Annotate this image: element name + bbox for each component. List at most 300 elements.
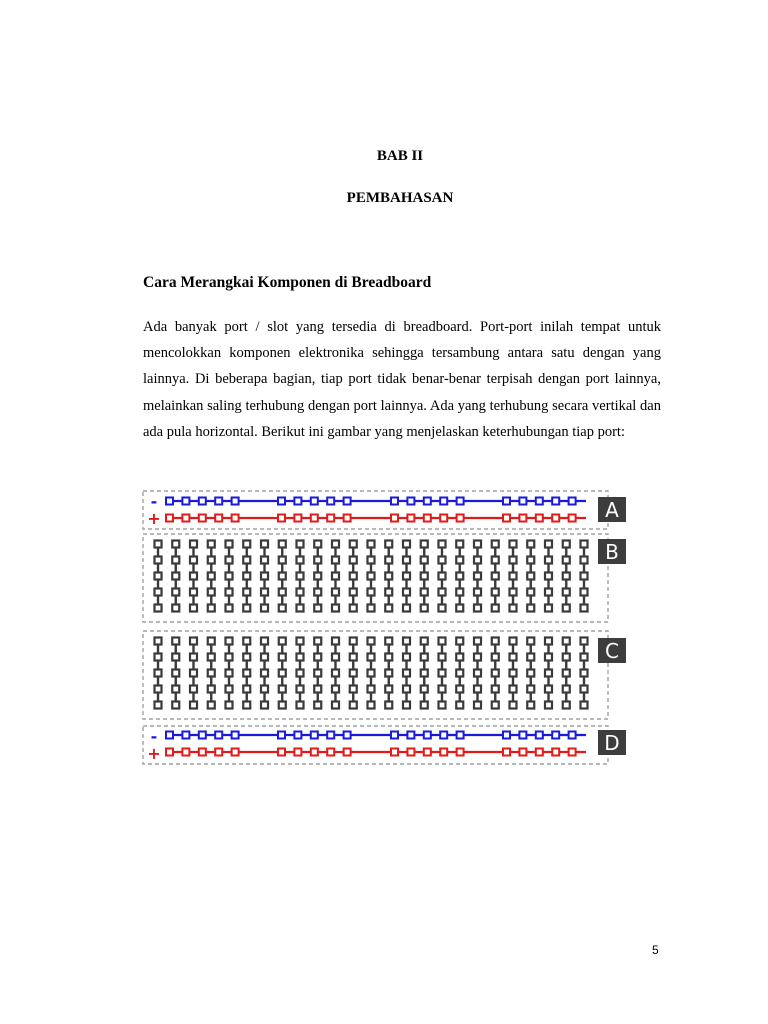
terminal-column	[456, 541, 463, 612]
terminal-port	[439, 638, 446, 645]
terminal-column	[261, 541, 268, 612]
terminal-column	[297, 638, 304, 709]
terminal-port	[332, 670, 339, 677]
label-b: B	[605, 540, 619, 564]
rail-port	[199, 515, 206, 522]
terminal-port	[510, 589, 517, 596]
terminal-port	[403, 638, 410, 645]
terminal-port	[492, 670, 499, 677]
terminal-port	[332, 654, 339, 661]
terminal-column	[456, 638, 463, 709]
terminal-column	[403, 541, 410, 612]
terminal-port	[510, 686, 517, 693]
terminal-column	[421, 638, 428, 709]
terminal-port	[314, 541, 321, 548]
terminal-port	[261, 670, 268, 677]
terminal-port	[279, 557, 286, 564]
rail-port	[519, 749, 526, 756]
terminal-port	[492, 573, 499, 580]
terminal-port	[350, 541, 357, 548]
rail-port	[552, 498, 559, 505]
terminal-port	[190, 589, 197, 596]
terminal-port	[456, 654, 463, 661]
terminal-port	[456, 702, 463, 709]
terminal-port	[279, 573, 286, 580]
terminal-port	[474, 557, 481, 564]
terminal-port	[421, 541, 428, 548]
terminal-port	[368, 638, 375, 645]
rail-a-negative	[166, 498, 586, 505]
terminal-port	[510, 638, 517, 645]
rail-port	[569, 732, 576, 739]
terminal-port	[474, 638, 481, 645]
terminal-port	[243, 686, 250, 693]
rail-port	[311, 749, 318, 756]
rail-port	[424, 498, 431, 505]
terminal-column	[226, 541, 233, 612]
rail-port	[344, 515, 351, 522]
rail-port	[166, 749, 173, 756]
terminal-port	[226, 541, 233, 548]
terminal-port	[368, 557, 375, 564]
terminal-port	[403, 589, 410, 596]
terminal-port	[385, 557, 392, 564]
rail-d-plus-sign: +	[147, 744, 161, 763]
terminal-port	[474, 702, 481, 709]
terminal-port	[581, 638, 588, 645]
terminal-port	[155, 670, 162, 677]
terminal-port	[563, 702, 570, 709]
terminal-port	[385, 605, 392, 612]
terminal-port	[208, 541, 215, 548]
rail-port	[569, 749, 576, 756]
terminal-port	[510, 605, 517, 612]
rail-port	[294, 732, 301, 739]
terminal-port	[456, 589, 463, 596]
terminal-port	[155, 573, 162, 580]
terminal-column	[332, 541, 339, 612]
terminal-column	[403, 638, 410, 709]
terminal-port	[208, 702, 215, 709]
rail-port	[407, 498, 414, 505]
terminal-port	[332, 638, 339, 645]
terminal-port	[527, 573, 534, 580]
terminal-port	[527, 638, 534, 645]
rail-port	[215, 515, 222, 522]
terminal-port	[297, 654, 304, 661]
rail-port	[440, 732, 447, 739]
label-d: D	[604, 731, 620, 755]
terminal-port	[510, 702, 517, 709]
rail-port	[569, 498, 576, 505]
terminal-column	[208, 638, 215, 709]
terminal-port	[403, 605, 410, 612]
terminal-port	[474, 541, 481, 548]
terminal-port	[190, 670, 197, 677]
terminal-column	[421, 541, 428, 612]
terminal-port	[261, 557, 268, 564]
terminal-port	[155, 541, 162, 548]
terminal-port	[226, 702, 233, 709]
terminal-port	[474, 573, 481, 580]
terminal-port	[368, 573, 375, 580]
rail-a-plus-sign: +	[147, 509, 161, 528]
rail-port	[391, 749, 398, 756]
terminal-port	[155, 638, 162, 645]
terminal-column	[439, 541, 446, 612]
terminal-port	[332, 702, 339, 709]
terminal-port	[350, 573, 357, 580]
terminal-port	[545, 605, 552, 612]
terminal-port	[474, 605, 481, 612]
terminal-port	[190, 702, 197, 709]
rail-port	[232, 732, 239, 739]
terminal-column	[332, 638, 339, 709]
terminal-column	[297, 541, 304, 612]
terminal-port	[261, 654, 268, 661]
terminal-port	[190, 541, 197, 548]
terminal-port	[332, 589, 339, 596]
rail-port	[182, 515, 189, 522]
terminal-port	[439, 670, 446, 677]
terminal-port	[456, 686, 463, 693]
terminal-port	[314, 670, 321, 677]
terminal-port	[368, 605, 375, 612]
terminal-port	[279, 702, 286, 709]
terminal-port	[208, 557, 215, 564]
terminal-port	[190, 557, 197, 564]
terminal-column	[510, 638, 517, 709]
terminal-port	[243, 654, 250, 661]
rail-port	[519, 498, 526, 505]
terminal-column	[314, 638, 321, 709]
terminal-port	[385, 541, 392, 548]
terminal-port	[563, 605, 570, 612]
terminal-port	[297, 638, 304, 645]
terminal-port	[226, 605, 233, 612]
terminal-port	[279, 605, 286, 612]
terminal-port	[314, 638, 321, 645]
terminal-port	[190, 638, 197, 645]
terminal-port	[581, 605, 588, 612]
terminal-port	[563, 589, 570, 596]
terminal-port	[368, 686, 375, 693]
rail-port	[311, 732, 318, 739]
terminal-port	[492, 686, 499, 693]
terminal-port	[226, 654, 233, 661]
terminal-port	[403, 541, 410, 548]
terminal-port	[545, 686, 552, 693]
terminal-port	[385, 686, 392, 693]
rail-port	[519, 515, 526, 522]
terminal-port	[439, 702, 446, 709]
terminal-port	[297, 541, 304, 548]
terminal-port	[155, 702, 162, 709]
terminal-port	[297, 589, 304, 596]
terminal-port	[421, 638, 428, 645]
rail-port	[552, 515, 559, 522]
terminal-port	[226, 670, 233, 677]
terminal-column	[350, 541, 357, 612]
rail-port	[166, 515, 173, 522]
terminal-port	[527, 557, 534, 564]
terminal-column	[492, 541, 499, 612]
rail-a-positive	[166, 515, 586, 522]
terminal-port	[172, 557, 179, 564]
terminal-column	[474, 638, 481, 709]
rail-d-negative	[166, 732, 586, 739]
chapter-title: PEMBAHASAN	[346, 190, 454, 206]
rail-port	[457, 498, 464, 505]
terminal-port	[421, 654, 428, 661]
terminal-port	[492, 605, 499, 612]
terminal-column	[439, 638, 446, 709]
rail-port	[536, 732, 543, 739]
terminal-column	[155, 541, 162, 612]
terminal-port	[527, 605, 534, 612]
terminal-port	[474, 654, 481, 661]
rail-port	[278, 732, 285, 739]
terminal-port	[510, 557, 517, 564]
rail-port	[424, 515, 431, 522]
terminal-port	[261, 573, 268, 580]
terminal-port	[545, 589, 552, 596]
terminal-port	[368, 541, 375, 548]
breadboard-diagram	[140, 488, 630, 768]
terminal-column	[581, 541, 588, 612]
terminal-column	[172, 541, 179, 612]
rail-port	[536, 515, 543, 522]
rail-port	[440, 498, 447, 505]
rail-d-positive	[166, 749, 586, 756]
terminal-port	[421, 702, 428, 709]
chapter-number: BAB II	[376, 148, 424, 164]
rail-port	[344, 749, 351, 756]
rail-port	[182, 498, 189, 505]
terminal-port	[581, 702, 588, 709]
terminal-port	[172, 573, 179, 580]
terminal-column	[581, 638, 588, 709]
terminal-port	[261, 702, 268, 709]
rail-a-minus-sign: -	[150, 492, 158, 511]
terminal-port	[545, 557, 552, 564]
rail-port	[457, 749, 464, 756]
terminal-port	[527, 541, 534, 548]
terminal-port	[581, 670, 588, 677]
rail-port	[503, 749, 510, 756]
terminal-port	[439, 541, 446, 548]
rail-port	[294, 515, 301, 522]
terminal-port	[456, 541, 463, 548]
terminal-port	[456, 670, 463, 677]
rail-port	[569, 515, 576, 522]
terminal-port	[314, 654, 321, 661]
rail-port	[327, 515, 334, 522]
terminal-port	[421, 573, 428, 580]
terminal-port	[314, 702, 321, 709]
terminal-column	[243, 541, 250, 612]
rail-port	[519, 732, 526, 739]
rail-port	[552, 749, 559, 756]
terminal-port	[439, 589, 446, 596]
terminal-port	[510, 573, 517, 580]
rail-port	[407, 749, 414, 756]
terminal-column	[527, 638, 534, 709]
terminal-port	[332, 686, 339, 693]
terminal-port	[261, 541, 268, 548]
terminal-port	[208, 670, 215, 677]
terminal-port	[492, 654, 499, 661]
terminal-port	[226, 573, 233, 580]
section-heading: Cara Merangkai Komponen di Breadboard	[143, 274, 432, 291]
terminal-port	[439, 605, 446, 612]
terminal-port	[385, 638, 392, 645]
terminal-port	[314, 557, 321, 564]
terminal-column	[208, 541, 215, 612]
rail-port	[215, 732, 222, 739]
terminal-port	[297, 686, 304, 693]
terminal-port	[581, 589, 588, 596]
terminal-port	[368, 702, 375, 709]
rail-port	[536, 498, 543, 505]
terminal-port	[243, 573, 250, 580]
terminal-port	[190, 605, 197, 612]
terminal-port	[332, 605, 339, 612]
rail-port	[344, 732, 351, 739]
terminal-block-c	[155, 638, 588, 709]
rail-port	[311, 498, 318, 505]
terminal-port	[527, 702, 534, 709]
terminal-port	[403, 670, 410, 677]
terminal-port	[581, 654, 588, 661]
terminal-column	[190, 638, 197, 709]
terminal-port	[172, 589, 179, 596]
terminal-port	[474, 670, 481, 677]
terminal-port	[243, 605, 250, 612]
terminal-port	[545, 573, 552, 580]
terminal-port	[208, 573, 215, 580]
terminal-port	[421, 557, 428, 564]
rail-port	[440, 515, 447, 522]
terminal-column	[172, 638, 179, 709]
rail-port	[407, 732, 414, 739]
terminal-port	[350, 638, 357, 645]
terminal-port	[492, 541, 499, 548]
terminal-port	[563, 557, 570, 564]
terminal-column	[190, 541, 197, 612]
terminal-port	[314, 589, 321, 596]
rail-port	[327, 749, 334, 756]
terminal-port	[545, 541, 552, 548]
label-a: A	[605, 498, 619, 522]
terminal-port	[243, 589, 250, 596]
terminal-port	[527, 670, 534, 677]
terminal-port	[243, 541, 250, 548]
terminal-port	[155, 557, 162, 564]
terminal-port	[314, 605, 321, 612]
label-c: C	[605, 639, 619, 663]
terminal-port	[155, 686, 162, 693]
rail-port	[199, 732, 206, 739]
terminal-port	[456, 605, 463, 612]
terminal-port	[474, 589, 481, 596]
terminal-port	[208, 638, 215, 645]
rail-port	[391, 498, 398, 505]
terminal-port	[155, 654, 162, 661]
page-number: 5	[652, 943, 659, 957]
terminal-port	[581, 573, 588, 580]
terminal-port	[545, 654, 552, 661]
terminal-port	[332, 573, 339, 580]
terminal-column	[563, 638, 570, 709]
rail-port	[199, 498, 206, 505]
terminal-column	[226, 638, 233, 709]
terminal-port	[350, 670, 357, 677]
terminal-port	[403, 654, 410, 661]
terminal-port	[403, 573, 410, 580]
rail-port	[294, 498, 301, 505]
terminal-port	[385, 702, 392, 709]
terminal-port	[155, 605, 162, 612]
terminal-port	[545, 702, 552, 709]
terminal-port	[297, 702, 304, 709]
terminal-port	[226, 638, 233, 645]
rail-port	[278, 515, 285, 522]
rail-port	[215, 498, 222, 505]
rail-port	[232, 749, 239, 756]
terminal-port	[368, 670, 375, 677]
rail-port	[294, 749, 301, 756]
terminal-port	[172, 702, 179, 709]
terminal-column	[563, 541, 570, 612]
rail-port	[327, 732, 334, 739]
terminal-port	[563, 573, 570, 580]
terminal-port	[474, 686, 481, 693]
rail-port	[182, 732, 189, 739]
terminal-port	[350, 686, 357, 693]
terminal-port	[297, 573, 304, 580]
terminal-port	[279, 638, 286, 645]
terminal-port	[563, 670, 570, 677]
terminal-column	[385, 638, 392, 709]
rail-port	[407, 515, 414, 522]
terminal-port	[368, 589, 375, 596]
terminal-port	[510, 654, 517, 661]
terminal-port	[172, 686, 179, 693]
terminal-port	[190, 654, 197, 661]
terminal-port	[421, 686, 428, 693]
terminal-column	[261, 638, 268, 709]
terminal-port	[279, 686, 286, 693]
terminal-port	[581, 686, 588, 693]
rail-port	[391, 732, 398, 739]
rail-port	[552, 732, 559, 739]
terminal-column	[474, 541, 481, 612]
rail-port	[166, 498, 173, 505]
terminal-port	[314, 686, 321, 693]
terminal-port	[261, 605, 268, 612]
terminal-port	[190, 686, 197, 693]
terminal-port	[563, 654, 570, 661]
terminal-port	[208, 654, 215, 661]
terminal-column	[527, 541, 534, 612]
terminal-port	[492, 702, 499, 709]
rail-port	[182, 749, 189, 756]
terminal-port	[456, 557, 463, 564]
terminal-port	[350, 654, 357, 661]
rail-port	[503, 732, 510, 739]
terminal-port	[297, 670, 304, 677]
